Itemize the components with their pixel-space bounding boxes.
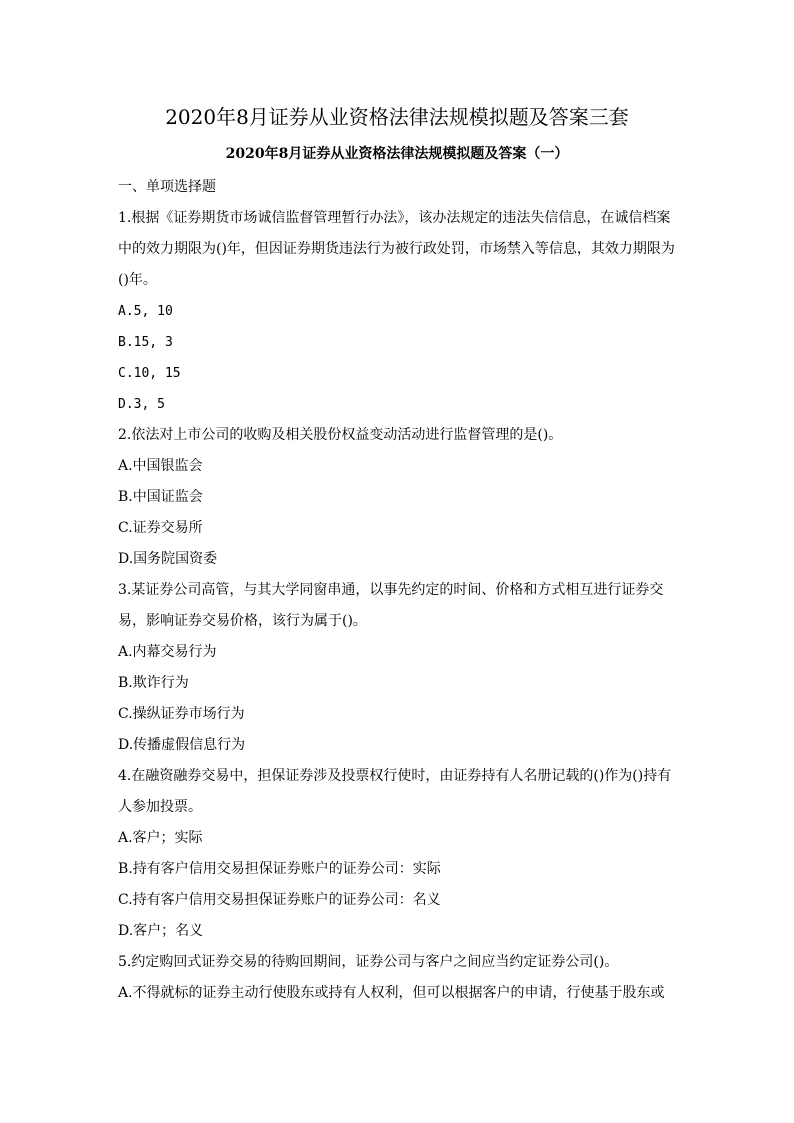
section-heading: 一、单项选择题 — [118, 179, 216, 195]
question-2-stem: 2.依法对上市公司的收购及相关股份权益变动活动进行监督管理的是()。 — [118, 427, 563, 443]
question-2-option-b: B.中国证监会 — [118, 489, 203, 505]
question-3-option-b: B.欺诈行为 — [118, 675, 189, 691]
question-4-option-c: C.持有客户信用交易担保证券账户的证券公司：名义 — [118, 892, 441, 908]
question-4-stem: 4.在融资融券交易中，担保证券涉及投票权行使时，由证券持有人名册记载的()作为()持有人参加投票。 — [118, 768, 672, 815]
question-1-option-a: A.5, 10 — [118, 304, 173, 319]
document-title: 2020年8月证券从业资格法律法规模拟题及答案三套 — [165, 105, 629, 129]
question-3-stem: 3.某证券公司高管，与其大学同窗串通，以事先约定的时间、价格和方式相互进行证券交易，影响证券交易价格，该行为属于()。 — [118, 582, 664, 629]
question-2-option-c: C.证券交易所 — [118, 520, 203, 536]
question-4-option-a: A.客户；实际 — [118, 830, 203, 846]
document-subtitle: 2020年8月证券从业资格法律法规模拟题及答案（一） — [225, 146, 569, 162]
question-5-stem: 5.约定购回式证券交易的待购回期间，证券公司与客户之间应当约定证券公司()。 — [118, 954, 619, 970]
question-3-option-a: A.内幕交易行为 — [118, 644, 217, 660]
document-body — [118, 172, 678, 1009]
question-1-option-b: B.15, 3 — [118, 335, 173, 350]
question-4-option-d: D.客户；名义 — [118, 923, 204, 939]
question-4-option-b: B.持有客户信用交易担保证券账户的证券公司：实际 — [118, 861, 441, 877]
question-3-option-d: D.传播虚假信息行为 — [118, 737, 246, 753]
question-1-stem: 1.根据《证券期货市场诚信监督管理暂行办法》，该办法规定的违法失信信息，在诚信档案中的效力期限为()年，但因证券期货违法行为被行政处罚，市场禁入等信息，其效力期限为()年。 — [118, 210, 675, 288]
question-2-option-a: A.中国银监会 — [118, 458, 203, 474]
question-3-option-c: C.操纵证券市场行为 — [118, 706, 245, 722]
question-5-option-a: A.不得就标的证券主动行使股东或持有人权利，但可以根据客户的申请，行使基于股东或 — [118, 985, 665, 1001]
question-1-option-c: C.10, 15 — [118, 366, 181, 381]
question-1-option-d: D.3, 5 — [118, 397, 165, 412]
question-2-option-d: D.国务院国资委 — [118, 551, 218, 567]
